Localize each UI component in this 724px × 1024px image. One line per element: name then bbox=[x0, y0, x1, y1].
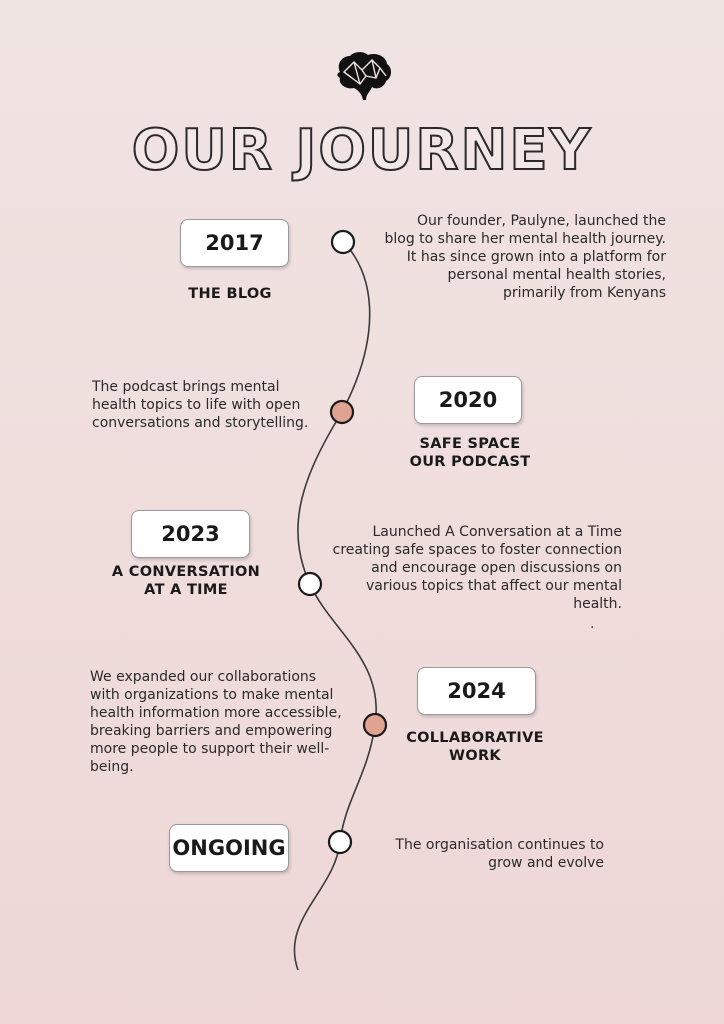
milestone-label-2023: A CONVERSATION AT A TIME bbox=[111, 564, 261, 598]
timeline-node-2024 bbox=[364, 714, 386, 736]
milestone-description-ongoing: The organisation continues to grow and evolve bbox=[395, 837, 604, 871]
milestone-label-2024: COLLABORATIVE WORK bbox=[406, 730, 544, 764]
timeline-node-2020 bbox=[331, 401, 353, 423]
year-badge-2020: 2020 bbox=[414, 376, 522, 424]
timeline-node-2023 bbox=[299, 573, 321, 595]
year-badge-ongoing: ONGOING bbox=[169, 824, 289, 872]
year-badge-2023: 2023 bbox=[131, 510, 250, 558]
milestone-description-2023: Launched A Conversation at a Time creating safe spaces to foster connection and encourage open discussions on various topics that affect our mental health. bbox=[332, 524, 622, 612]
milestone-description-2020: The podcast brings mental health topics to life with open conversations and storytelling. bbox=[92, 379, 309, 431]
timeline-node-ongoing bbox=[329, 831, 351, 853]
milestone-label-2020: SAFE SPACE OUR PODCAST bbox=[409, 436, 531, 470]
stray-dot: . bbox=[590, 616, 595, 632]
year-badge-2017: 2017 bbox=[180, 219, 289, 267]
milestone-description-2024: We expanded our collaborations with organizations to make mental health information more accessible, breaking barriers and empowering more people to support their well-being. bbox=[90, 669, 342, 775]
milestone-label-2017: THE BLOG bbox=[188, 286, 272, 302]
milestone-description-2017: Our founder, Paulyne, launched the blog to share her mental health journey. It has since grown into a platform for personal mental health stories, primarily from Kenyans bbox=[384, 213, 666, 301]
page-title: OUR JOURNEY bbox=[131, 118, 593, 183]
year-badge-2024: 2024 bbox=[417, 667, 536, 715]
timeline-node-2017 bbox=[332, 231, 354, 253]
